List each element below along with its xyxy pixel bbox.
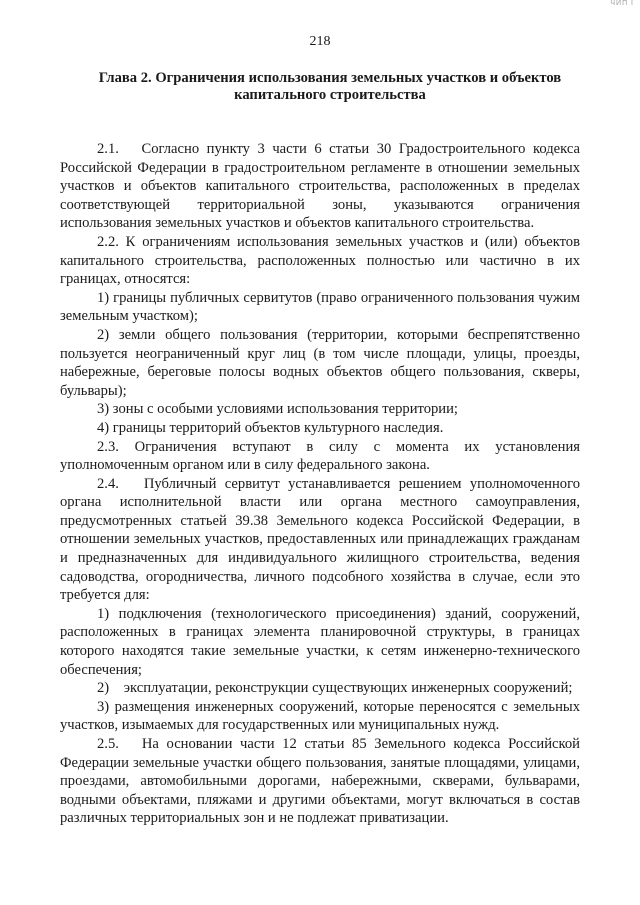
paragraph-2-2: 2.2. К ограничениям использования земельных участков и (или) объектов капитального строительства, расположенных полностью или частично в их границах, относятся: bbox=[60, 233, 580, 288]
paragraph-2-3: 2.3. Ограничения вступают в силу с момента их установления уполномоченным органом или в силу федерального закона. bbox=[60, 438, 580, 474]
chapter-title: Глава 2. Ограничения использования земельных участков и объектов капитального строительства bbox=[98, 70, 562, 103]
list-item-2-2-2: 2) земли общего пользования (территории, которыми беспрепятственно пользуется неограниченный круг лиц (в том числе площади, улицы, проезды, набережные, береговые полосы водных объектов общего пользования, скверы, бульвары); bbox=[60, 326, 580, 399]
list-item-2-4-2: 2) эксплуатации, реконструкции существующих инженерных сооружений; bbox=[97, 680, 573, 697]
corner-mark: ЧИП I bbox=[610, 0, 634, 7]
document-body bbox=[60, 140, 580, 828]
list-item-2-2-3: 3) зоны с особыми условиями использования территории; bbox=[97, 401, 458, 418]
paragraph-2-4: 2.4. Публичный сервитут устанавливается решением уполномоченного органа исполнительной власти или органа местного самоуправления, предусмотренных статьей 39.38 Земельного кодекса Российской Федерации, в отношении земельных участков, предоставленных или принадлежащих гражданам и предназначенных для индивидуального жилищного строительства, ведения садоводства, огородничества, личного подсобного хозяйства в случае, если это требуется для: bbox=[60, 475, 580, 604]
paragraph-2-1: 2.1. Согласно пункту 3 части 6 статьи 30 Градостроительного кодекса Российской Федерации в градостроительном регламенте в отношении земельных участков и объектов капитального строительства, расположенных в пределах соответствующей территориальной зоны, указываются ограничения использования земельных участков и объектов капитального строительства. bbox=[60, 141, 580, 232]
list-item-2-4-3: 3) размещения инженерных сооружений, которые переносятся с земельных участков, изымаемых для государственных или муниципальных нужд. bbox=[60, 698, 580, 734]
page-number: 218 bbox=[309, 34, 331, 49]
list-item-2-4-1: 1) подключения (технологического присоединения) зданий, сооружений, расположенных в границах элемента планировочной структуры, в границах которого находятся такие земельные участки, к сетям инженерно-технического обеспечения; bbox=[60, 605, 580, 678]
list-item-2-2-1: 1) границы публичных сервитутов (право ограниченного пользования чужим земельным участком); bbox=[60, 289, 580, 325]
list-item-2-2-4: 4) границы территорий объектов культурного наследия. bbox=[97, 419, 444, 436]
paragraph-2-5: 2.5. На основании части 12 статьи 85 Земельного кодекса Российской Федерации земельные участки общего пользования, занятые площадями, улицами, проездами, автомобильными дорогами, набережными, скверами, бульварами, водными объектами, пляжами и другими объектами, могут включаться в состав различных территориальных зон и не подлежат приватизации. bbox=[60, 736, 580, 827]
